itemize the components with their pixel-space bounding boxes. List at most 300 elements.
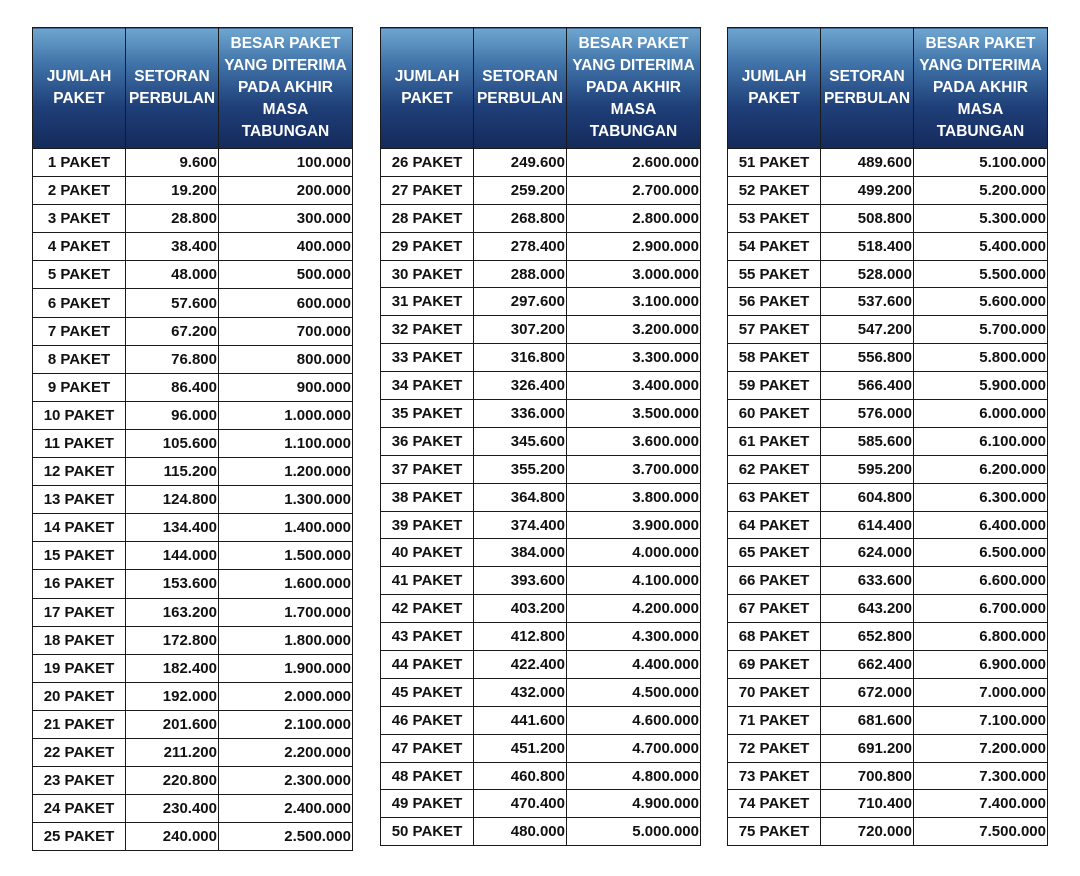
paket-cell: 35 PAKET xyxy=(381,400,474,428)
besar-paket-cell: 7.500.000 xyxy=(914,818,1048,846)
paket-cell: 53 PAKET xyxy=(728,204,821,232)
table-row xyxy=(381,539,701,567)
besar-paket-cell: 2.100.000 xyxy=(219,710,353,738)
table-row xyxy=(728,762,1048,790)
besar-paket-cell: 5.900.000 xyxy=(914,372,1048,400)
setoran-cell: 691.200 xyxy=(821,734,914,762)
besar-paket-cell: 5.600.000 xyxy=(914,288,1048,316)
setoran-cell: 134.400 xyxy=(126,514,219,542)
setoran-cell: 57.600 xyxy=(126,289,219,317)
setoran-cell: 374.400 xyxy=(474,511,567,539)
table-row xyxy=(33,570,353,598)
setoran-cell: 537.600 xyxy=(821,288,914,316)
besar-paket-cell: 5.400.000 xyxy=(914,232,1048,260)
setoran-cell: 720.000 xyxy=(821,818,914,846)
besar-paket-cell: 3.000.000 xyxy=(567,260,701,288)
besar-paket-cell: 4.400.000 xyxy=(567,651,701,679)
table-row xyxy=(381,176,701,204)
paket-cell: 57 PAKET xyxy=(728,316,821,344)
savings-table-3 xyxy=(727,27,1048,846)
besar-paket-cell: 900.000 xyxy=(219,373,353,401)
paket-cell: 22 PAKET xyxy=(33,738,126,766)
besar-paket-cell: 4.500.000 xyxy=(567,678,701,706)
setoran-cell: 441.600 xyxy=(474,706,567,734)
table-row xyxy=(728,734,1048,762)
setoran-cell: 518.400 xyxy=(821,232,914,260)
header-besar-paket: BESAR PAKET YANG DITERIMA PADA AKHIR MASA TABUNGAN xyxy=(914,28,1048,149)
table-row xyxy=(33,289,353,317)
table-row xyxy=(381,595,701,623)
paket-cell: 26 PAKET xyxy=(381,149,474,177)
paket-cell: 33 PAKET xyxy=(381,344,474,372)
besar-paket-cell: 5.800.000 xyxy=(914,344,1048,372)
table-header-row xyxy=(33,28,353,149)
table-row xyxy=(33,654,353,682)
table-row xyxy=(381,400,701,428)
table-row xyxy=(728,149,1048,177)
besar-paket-cell: 2.600.000 xyxy=(567,149,701,177)
table-row xyxy=(381,483,701,511)
setoran-cell: 480.000 xyxy=(474,818,567,846)
setoran-cell: 432.000 xyxy=(474,678,567,706)
besar-paket-cell: 2.700.000 xyxy=(567,176,701,204)
setoran-cell: 624.000 xyxy=(821,539,914,567)
header-besar-paket: BESAR PAKET YANG DITERIMA PADA AKHIR MASA TABUNGAN xyxy=(219,28,353,149)
paket-cell: 28 PAKET xyxy=(381,204,474,232)
besar-paket-cell: 100.000 xyxy=(219,149,353,177)
table-row xyxy=(33,317,353,345)
table-body xyxy=(33,149,353,851)
paket-cell: 21 PAKET xyxy=(33,710,126,738)
setoran-cell: 211.200 xyxy=(126,738,219,766)
besar-paket-cell: 6.700.000 xyxy=(914,595,1048,623)
paket-cell: 5 PAKET xyxy=(33,261,126,289)
table-row xyxy=(728,427,1048,455)
paket-cell: 23 PAKET xyxy=(33,767,126,795)
paket-cell: 43 PAKET xyxy=(381,623,474,651)
paket-cell: 32 PAKET xyxy=(381,316,474,344)
besar-paket-cell: 2.900.000 xyxy=(567,232,701,260)
paket-cell: 72 PAKET xyxy=(728,734,821,762)
table-row xyxy=(33,710,353,738)
table-row xyxy=(33,205,353,233)
besar-paket-cell: 4.600.000 xyxy=(567,706,701,734)
setoran-cell: 643.200 xyxy=(821,595,914,623)
paket-cell: 46 PAKET xyxy=(381,706,474,734)
besar-paket-cell: 1.700.000 xyxy=(219,598,353,626)
besar-paket-cell: 1.800.000 xyxy=(219,626,353,654)
setoran-cell: 220.800 xyxy=(126,767,219,795)
besar-paket-cell: 500.000 xyxy=(219,261,353,289)
table-row xyxy=(33,458,353,486)
table-row xyxy=(728,678,1048,706)
table-row xyxy=(728,344,1048,372)
setoran-cell: 652.800 xyxy=(821,623,914,651)
paket-cell: 30 PAKET xyxy=(381,260,474,288)
header-jumlah-paket: JUMLAH PAKET xyxy=(381,28,474,149)
table-row xyxy=(381,372,701,400)
paket-cell: 51 PAKET xyxy=(728,149,821,177)
table-row xyxy=(728,539,1048,567)
paket-cell: 2 PAKET xyxy=(33,177,126,205)
table-row xyxy=(33,373,353,401)
besar-paket-cell: 4.200.000 xyxy=(567,595,701,623)
paket-cell: 59 PAKET xyxy=(728,372,821,400)
savings-table-2 xyxy=(380,27,701,846)
besar-paket-cell: 1.200.000 xyxy=(219,458,353,486)
paket-cell: 36 PAKET xyxy=(381,427,474,455)
paket-cell: 3 PAKET xyxy=(33,205,126,233)
besar-paket-cell: 3.200.000 xyxy=(567,316,701,344)
paket-cell: 40 PAKET xyxy=(381,539,474,567)
table-row xyxy=(728,176,1048,204)
header-setoran-perbulan: SETORAN PERBULAN xyxy=(126,28,219,149)
paket-cell: 70 PAKET xyxy=(728,678,821,706)
setoran-cell: 201.600 xyxy=(126,710,219,738)
setoran-cell: 576.000 xyxy=(821,400,914,428)
setoran-cell: 662.400 xyxy=(821,651,914,679)
setoran-cell: 249.600 xyxy=(474,149,567,177)
paket-cell: 4 PAKET xyxy=(33,233,126,261)
paket-cell: 69 PAKET xyxy=(728,651,821,679)
setoran-cell: 67.200 xyxy=(126,317,219,345)
paket-cell: 38 PAKET xyxy=(381,483,474,511)
besar-paket-cell: 3.900.000 xyxy=(567,511,701,539)
table-row xyxy=(381,204,701,232)
table-row xyxy=(33,401,353,429)
paket-cell: 71 PAKET xyxy=(728,706,821,734)
paket-cell: 9 PAKET xyxy=(33,373,126,401)
setoran-cell: 48.000 xyxy=(126,261,219,289)
table-row xyxy=(381,427,701,455)
table-row xyxy=(381,511,701,539)
besar-paket-cell: 6.600.000 xyxy=(914,567,1048,595)
table-row xyxy=(728,260,1048,288)
setoran-cell: 9.600 xyxy=(126,149,219,177)
setoran-cell: 528.000 xyxy=(821,260,914,288)
paket-cell: 12 PAKET xyxy=(33,458,126,486)
paket-cell: 34 PAKET xyxy=(381,372,474,400)
paket-cell: 45 PAKET xyxy=(381,678,474,706)
paket-cell: 18 PAKET xyxy=(33,626,126,654)
setoran-cell: 28.800 xyxy=(126,205,219,233)
table-row xyxy=(33,233,353,261)
setoran-cell: 76.800 xyxy=(126,345,219,373)
paket-cell: 42 PAKET xyxy=(381,595,474,623)
table-row xyxy=(381,734,701,762)
besar-paket-cell: 2.200.000 xyxy=(219,738,353,766)
table-row xyxy=(381,344,701,372)
setoran-cell: 393.600 xyxy=(474,567,567,595)
besar-paket-cell: 3.800.000 xyxy=(567,483,701,511)
table-row xyxy=(33,738,353,766)
table-row xyxy=(33,682,353,710)
table-row xyxy=(381,567,701,595)
table-row xyxy=(728,288,1048,316)
table-row xyxy=(728,818,1048,846)
paket-cell: 47 PAKET xyxy=(381,734,474,762)
setoran-cell: 297.600 xyxy=(474,288,567,316)
table-row xyxy=(381,678,701,706)
paket-cell: 24 PAKET xyxy=(33,795,126,823)
besar-paket-cell: 5.100.000 xyxy=(914,149,1048,177)
table-body xyxy=(728,149,1048,846)
besar-paket-cell: 4.100.000 xyxy=(567,567,701,595)
paket-cell: 64 PAKET xyxy=(728,511,821,539)
besar-paket-cell: 1.900.000 xyxy=(219,654,353,682)
paket-cell: 20 PAKET xyxy=(33,682,126,710)
paket-cell: 44 PAKET xyxy=(381,651,474,679)
table-row xyxy=(728,204,1048,232)
setoran-cell: 412.800 xyxy=(474,623,567,651)
besar-paket-cell: 6.200.000 xyxy=(914,455,1048,483)
setoran-cell: 470.400 xyxy=(474,790,567,818)
table-row xyxy=(728,623,1048,651)
besar-paket-cell: 600.000 xyxy=(219,289,353,317)
setoran-cell: 547.200 xyxy=(821,316,914,344)
besar-paket-cell: 7.300.000 xyxy=(914,762,1048,790)
table-row xyxy=(33,795,353,823)
setoran-cell: 336.000 xyxy=(474,400,567,428)
setoran-cell: 163.200 xyxy=(126,598,219,626)
header-besar-paket: BESAR PAKET YANG DITERIMA PADA AKHIR MASA TABUNGAN xyxy=(567,28,701,149)
besar-paket-cell: 7.100.000 xyxy=(914,706,1048,734)
setoran-cell: 422.400 xyxy=(474,651,567,679)
paket-cell: 65 PAKET xyxy=(728,539,821,567)
besar-paket-cell: 3.500.000 xyxy=(567,400,701,428)
table-row xyxy=(728,595,1048,623)
besar-paket-cell: 700.000 xyxy=(219,317,353,345)
besar-paket-cell: 5.000.000 xyxy=(567,818,701,846)
table-row xyxy=(728,567,1048,595)
paket-cell: 15 PAKET xyxy=(33,542,126,570)
table-row xyxy=(381,651,701,679)
paket-cell: 1 PAKET xyxy=(33,149,126,177)
table-row xyxy=(33,626,353,654)
besar-paket-cell: 2.500.000 xyxy=(219,823,353,851)
besar-paket-cell: 6.500.000 xyxy=(914,539,1048,567)
setoran-cell: 345.600 xyxy=(474,427,567,455)
besar-paket-cell: 3.100.000 xyxy=(567,288,701,316)
paket-cell: 60 PAKET xyxy=(728,400,821,428)
setoran-cell: 566.400 xyxy=(821,372,914,400)
table-row xyxy=(728,400,1048,428)
besar-paket-cell: 4.300.000 xyxy=(567,623,701,651)
paket-cell: 37 PAKET xyxy=(381,455,474,483)
paket-cell: 66 PAKET xyxy=(728,567,821,595)
besar-paket-cell: 400.000 xyxy=(219,233,353,261)
besar-paket-cell: 6.300.000 xyxy=(914,483,1048,511)
besar-paket-cell: 3.300.000 xyxy=(567,344,701,372)
setoran-cell: 508.800 xyxy=(821,204,914,232)
setoran-cell: 489.600 xyxy=(821,149,914,177)
setoran-cell: 556.800 xyxy=(821,344,914,372)
paket-cell: 52 PAKET xyxy=(728,176,821,204)
savings-table-1 xyxy=(32,27,353,851)
paket-cell: 29 PAKET xyxy=(381,232,474,260)
table-row xyxy=(381,790,701,818)
besar-paket-cell: 5.300.000 xyxy=(914,204,1048,232)
table-row xyxy=(728,706,1048,734)
paket-cell: 48 PAKET xyxy=(381,762,474,790)
besar-paket-cell: 7.200.000 xyxy=(914,734,1048,762)
paket-cell: 10 PAKET xyxy=(33,401,126,429)
setoran-cell: 105.600 xyxy=(126,429,219,457)
besar-paket-cell: 2.800.000 xyxy=(567,204,701,232)
setoran-cell: 182.400 xyxy=(126,654,219,682)
table-row xyxy=(33,261,353,289)
table-row xyxy=(728,651,1048,679)
paket-cell: 17 PAKET xyxy=(33,598,126,626)
table-row xyxy=(33,345,353,373)
setoran-cell: 499.200 xyxy=(821,176,914,204)
setoran-cell: 672.000 xyxy=(821,678,914,706)
paket-cell: 8 PAKET xyxy=(33,345,126,373)
paket-cell: 68 PAKET xyxy=(728,623,821,651)
setoran-cell: 172.800 xyxy=(126,626,219,654)
setoran-cell: 115.200 xyxy=(126,458,219,486)
besar-paket-cell: 4.000.000 xyxy=(567,539,701,567)
table-row xyxy=(33,542,353,570)
setoran-cell: 681.600 xyxy=(821,706,914,734)
setoran-cell: 460.800 xyxy=(474,762,567,790)
paket-cell: 63 PAKET xyxy=(728,483,821,511)
setoran-cell: 326.400 xyxy=(474,372,567,400)
table-row xyxy=(33,767,353,795)
table-row xyxy=(381,455,701,483)
paket-cell: 19 PAKET xyxy=(33,654,126,682)
table-row xyxy=(33,429,353,457)
header-jumlah-paket: JUMLAH PAKET xyxy=(728,28,821,149)
paket-cell: 50 PAKET xyxy=(381,818,474,846)
paket-cell: 56 PAKET xyxy=(728,288,821,316)
setoran-cell: 144.000 xyxy=(126,542,219,570)
setoran-cell: 307.200 xyxy=(474,316,567,344)
table-row xyxy=(728,372,1048,400)
table-row xyxy=(381,706,701,734)
besar-paket-cell: 6.800.000 xyxy=(914,623,1048,651)
besar-paket-cell: 2.400.000 xyxy=(219,795,353,823)
paket-cell: 74 PAKET xyxy=(728,790,821,818)
paket-cell: 54 PAKET xyxy=(728,232,821,260)
setoran-cell: 364.800 xyxy=(474,483,567,511)
paket-cell: 16 PAKET xyxy=(33,570,126,598)
table-row xyxy=(33,486,353,514)
table-row xyxy=(33,598,353,626)
table-body xyxy=(381,149,701,846)
setoran-cell: 700.800 xyxy=(821,762,914,790)
setoran-cell: 268.800 xyxy=(474,204,567,232)
header-setoran-perbulan: SETORAN PERBULAN xyxy=(821,28,914,149)
besar-paket-cell: 1.600.000 xyxy=(219,570,353,598)
besar-paket-cell: 6.000.000 xyxy=(914,400,1048,428)
table-row xyxy=(728,455,1048,483)
besar-paket-cell: 1.400.000 xyxy=(219,514,353,542)
table-row xyxy=(728,483,1048,511)
table-row xyxy=(381,818,701,846)
besar-paket-cell: 200.000 xyxy=(219,177,353,205)
paket-cell: 39 PAKET xyxy=(381,511,474,539)
setoran-cell: 192.000 xyxy=(126,682,219,710)
paket-cell: 62 PAKET xyxy=(728,455,821,483)
table-row xyxy=(33,149,353,177)
setoran-cell: 153.600 xyxy=(126,570,219,598)
setoran-cell: 614.400 xyxy=(821,511,914,539)
besar-paket-cell: 3.600.000 xyxy=(567,427,701,455)
paket-cell: 14 PAKET xyxy=(33,514,126,542)
table-row xyxy=(381,762,701,790)
paket-cell: 73 PAKET xyxy=(728,762,821,790)
table-row xyxy=(381,623,701,651)
besar-paket-cell: 4.900.000 xyxy=(567,790,701,818)
table-row xyxy=(728,790,1048,818)
setoran-cell: 230.400 xyxy=(126,795,219,823)
paket-cell: 67 PAKET xyxy=(728,595,821,623)
besar-paket-cell: 1.500.000 xyxy=(219,542,353,570)
setoran-cell: 595.200 xyxy=(821,455,914,483)
table-row xyxy=(381,149,701,177)
paket-cell: 13 PAKET xyxy=(33,486,126,514)
setoran-cell: 316.800 xyxy=(474,344,567,372)
setoran-cell: 403.200 xyxy=(474,595,567,623)
paket-cell: 58 PAKET xyxy=(728,344,821,372)
setoran-cell: 710.400 xyxy=(821,790,914,818)
table-row xyxy=(381,232,701,260)
besar-paket-cell: 5.500.000 xyxy=(914,260,1048,288)
setoran-cell: 124.800 xyxy=(126,486,219,514)
setoran-cell: 451.200 xyxy=(474,734,567,762)
besar-paket-cell: 5.200.000 xyxy=(914,176,1048,204)
paket-cell: 27 PAKET xyxy=(381,176,474,204)
header-jumlah-paket: JUMLAH PAKET xyxy=(33,28,126,149)
table-row xyxy=(728,232,1048,260)
setoran-cell: 240.000 xyxy=(126,823,219,851)
table-row xyxy=(381,288,701,316)
paket-cell: 49 PAKET xyxy=(381,790,474,818)
besar-paket-cell: 800.000 xyxy=(219,345,353,373)
table-row xyxy=(33,177,353,205)
paket-cell: 31 PAKET xyxy=(381,288,474,316)
besar-paket-cell: 3.700.000 xyxy=(567,455,701,483)
table-row xyxy=(381,260,701,288)
paket-cell: 55 PAKET xyxy=(728,260,821,288)
paket-cell: 6 PAKET xyxy=(33,289,126,317)
setoran-cell: 384.000 xyxy=(474,539,567,567)
besar-paket-cell: 6.400.000 xyxy=(914,511,1048,539)
besar-paket-cell: 6.100.000 xyxy=(914,427,1048,455)
table-header-row xyxy=(381,28,701,149)
setoran-cell: 288.000 xyxy=(474,260,567,288)
besar-paket-cell: 5.700.000 xyxy=(914,316,1048,344)
besar-paket-cell: 4.800.000 xyxy=(567,762,701,790)
table-row xyxy=(381,316,701,344)
besar-paket-cell: 2.300.000 xyxy=(219,767,353,795)
table-row xyxy=(33,823,353,851)
header-setoran-perbulan: SETORAN PERBULAN xyxy=(474,28,567,149)
paket-cell: 41 PAKET xyxy=(381,567,474,595)
setoran-cell: 259.200 xyxy=(474,176,567,204)
besar-paket-cell: 1.300.000 xyxy=(219,486,353,514)
besar-paket-cell: 7.000.000 xyxy=(914,678,1048,706)
setoran-cell: 355.200 xyxy=(474,455,567,483)
paket-cell: 75 PAKET xyxy=(728,818,821,846)
setoran-cell: 38.400 xyxy=(126,233,219,261)
paket-cell: 7 PAKET xyxy=(33,317,126,345)
setoran-cell: 585.600 xyxy=(821,427,914,455)
besar-paket-cell: 300.000 xyxy=(219,205,353,233)
table-header-row xyxy=(728,28,1048,149)
setoran-cell: 86.400 xyxy=(126,373,219,401)
